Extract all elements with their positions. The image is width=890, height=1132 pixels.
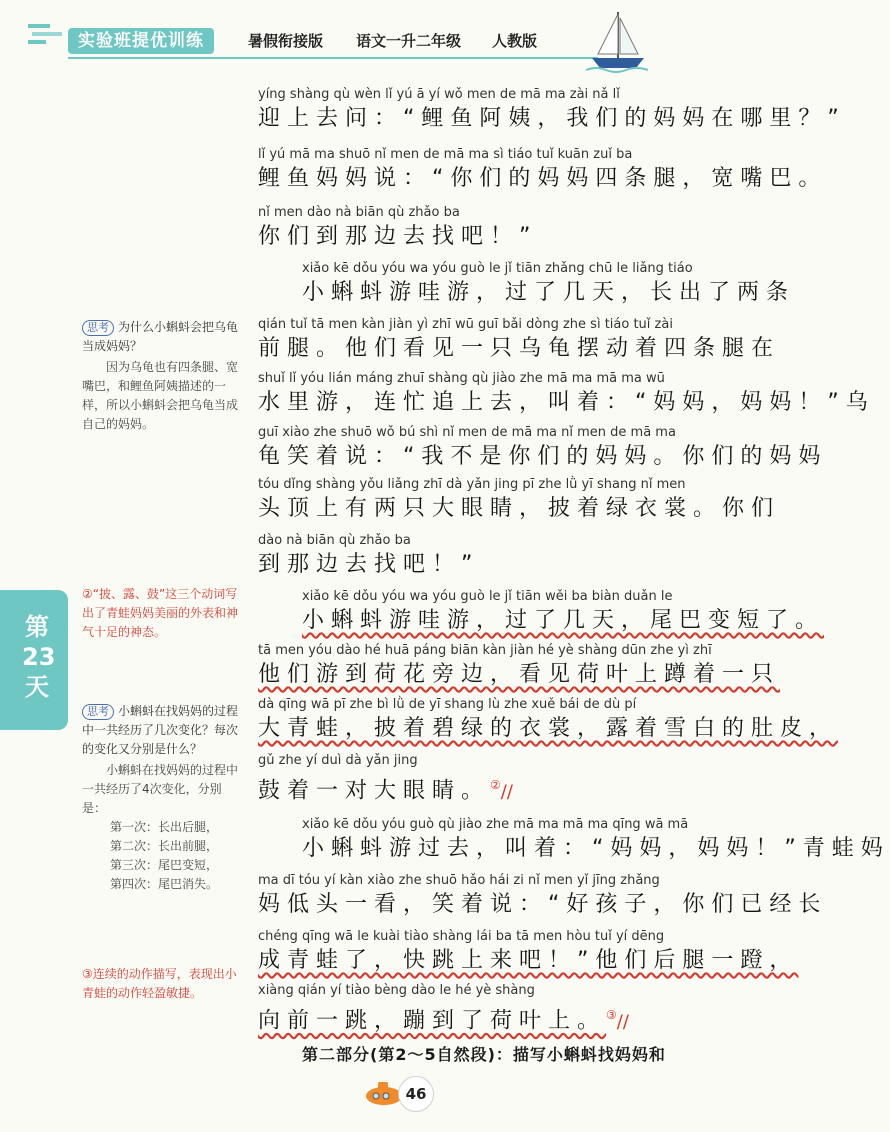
hanzi-row: 迎上去问：“鲤鱼阿姨，我们的妈妈在哪里？” — [258, 106, 846, 131]
think-tag: 思考 — [82, 704, 114, 720]
text-line-17 — [258, 982, 763, 1034]
text-line-9 — [258, 532, 763, 580]
text-line-14 — [258, 816, 890, 864]
answer-text: 因为乌龟也有四条腿、宽嘴巴，和鲤鱼阿姨描述的一样，所以小蝌蚪会把乌龟当成自己的妈妈。 — [82, 360, 239, 431]
hanzi-row: 鲤鱼妈妈说：“你们的妈妈四条腿，宽嘴巴。 — [258, 166, 828, 191]
pinyin-row: tóu dǐng shàng yǒu liǎng zhī dà yǎn jing pī zhe lǜ yī shang nǐ men — [258, 477, 686, 492]
header-divider — [68, 57, 598, 59]
text-line-15 — [258, 872, 828, 920]
text-line-3 — [258, 204, 763, 252]
pinyin-row: xiǎo kē dǒu yóu wa yóu guò le jǐ tiān zhǎng chū le liǎng tiáo — [302, 261, 693, 276]
subject-label: 语文一升二年级 — [356, 32, 462, 50]
text-line-12 — [258, 696, 839, 744]
sailboat-icon — [584, 8, 650, 74]
margin-note-2: ②“披、露、鼓”这三个动词写出了青蛙妈妈美丽的外表和神气十足的神态。 — [82, 587, 239, 639]
text-line-10 — [258, 588, 825, 636]
day-side-tab — [0, 590, 68, 730]
pinyin-row: guī xiào zhe shuō wǒ bú shì nǐ men de mā ma nǐ men de mā ma — [258, 425, 676, 440]
answer-text: 小蝌蚪在找妈妈的过程中一共经历了4次变化，分别是： — [82, 763, 239, 815]
pinyin-row: shuǐ lǐ yóu lián máng zhuī shàng qù jiào zhe mā ma mā ma wū — [258, 371, 665, 386]
paragraph-break-mark: // — [500, 781, 513, 803]
hanzi-row: 龟笑着说：“我不是你们的妈妈。你们的妈妈 — [258, 444, 828, 469]
pinyin-row: qián tuǐ tā men kàn jiàn yì zhī wū guī bǎi dòng zhe sì tiáo tuǐ zài — [258, 317, 673, 332]
pinyin-row: chéng qīng wā le kuài tiào shàng lái ba tā men hòu tuǐ yí dēng — [258, 929, 665, 944]
question-text: 为什么小蝌蚪会把乌龟当成妈妈？ — [82, 320, 239, 353]
edition-label: 暑假衔接版 — [248, 32, 324, 50]
list-item: 第一次：长出后腿， — [110, 820, 219, 834]
text-line-4 — [258, 260, 796, 308]
pinyin-row: xiǎo kē dǒu yóu guò qù jiào zhe mā ma mā ma qīng wā mā — [302, 817, 689, 832]
pinyin-row: nǐ men dào nà biān qù zhǎo ba — [258, 205, 460, 220]
question-text: 小蝌蚪在找妈妈的过程中一共经历了几次变化？每次的变化又分别是什么？ — [82, 704, 239, 756]
pinyin-row: dà qīng wā pī zhe bì lǜ de yī shang lù zhe xuě bái de dù pí — [258, 697, 637, 712]
text-line-5 — [258, 316, 781, 364]
hanzi-row: 小蝌蚪游过去，叫着：“妈妈，妈妈！”青蛙妈 — [302, 836, 890, 861]
hanzi-row: 到那边去找吧！” — [258, 552, 480, 577]
text-line-11 — [258, 642, 781, 690]
pinyin-row: xiǎo kē dǒu yóu wa yóu guò le jǐ tiān wěi ba biàn duǎn le — [302, 589, 673, 604]
text-line-13 — [258, 752, 763, 804]
series-title: 实验班提优训练 — [68, 28, 214, 54]
margin-note-3: ③连续的动作描写，表现出小青蛙的动作轻盈敏捷。 — [82, 967, 237, 1000]
page-header — [0, 0, 800, 78]
hanzi-row — [258, 770, 763, 804]
margin-note-question-2 — [82, 702, 242, 894]
text-line-16 — [258, 928, 799, 976]
hanzi-row: 妈低头一看，笑着说：“好孩子，你们已经长 — [258, 892, 828, 917]
text-line-7 — [258, 424, 828, 472]
text-line-6 — [258, 370, 875, 418]
pinyin-row: gǔ zhe yí duì dà yǎn jing — [258, 753, 418, 768]
annotation-mark-3: ③ — [606, 1008, 617, 1022]
hanzi-row: 前腿。他们看见一只乌龟摆动着四条腿在 — [258, 336, 781, 361]
hanzi-row: 头顶上有两只大眼睛，披着绿衣裳。你们 — [258, 496, 781, 521]
hanzi-row: 你们到那边去找吧！” — [258, 224, 538, 249]
pinyin-row: lǐ yú mā ma shuō nǐ men de mā ma sì tiáo tuǐ kuān zuǐ ba — [258, 147, 633, 162]
pinyin-row: tā men yóu dào hé huā páng biān kàn jiàn hé yè shàng dūn zhe yì zhī — [258, 643, 712, 658]
list-item: 第三次：尾巴变短， — [110, 858, 219, 872]
think-tag: 思考 — [82, 320, 114, 336]
hanzi-row — [258, 1000, 763, 1034]
hanzi-row: 小蝌蚪游哇游，过了几天，尾巴变短了。 — [302, 608, 825, 633]
text-line-2 — [258, 146, 828, 194]
text-line-1 — [258, 86, 846, 134]
page-number: 46 — [398, 1076, 434, 1112]
pinyin-row: dào nà biān qù zhǎo ba — [258, 533, 411, 548]
list-item: 第四次：尾巴消失。 — [110, 877, 219, 891]
hanzi-row: 小蝌蚪游哇游，过了几天，长出了两条 — [302, 280, 796, 305]
section-summary: 第二部分(第2～5自然段)：描写小蝌蚪找妈妈和 — [302, 1045, 666, 1064]
hanzi-text: 向前一跳，蹦到了荷叶上。 — [258, 1008, 607, 1034]
hanzi-row: 成青蛙了，快跳上来吧！”他们后腿一蹬， — [258, 948, 799, 973]
pinyin-row: yíng shàng qù wèn lǐ yú ā yí wǒ men de mā ma zài nǎ lǐ — [258, 87, 620, 102]
annotation-mark-2: ② — [490, 778, 501, 792]
pinyin-row: ma dī tóu yí kàn xiào zhe shuō hǎo hái zi nǐ men yǐ jīng zhǎng — [258, 873, 660, 888]
list-item: 第二次：长出前腿， — [110, 839, 219, 853]
pinyin-row: xiàng qián yí tiào bèng dào le hé yè shàng — [258, 983, 535, 998]
hanzi-row: 他们游到荷花旁边，看见荷叶上蹲着一只 — [258, 662, 781, 687]
hanzi-row: 大青蛙，披着碧绿的衣裳，露着雪白的肚皮， — [258, 716, 839, 741]
day-label: 第23天 — [22, 613, 56, 701]
hanzi-text: 鼓着一对大眼睛。 — [258, 778, 491, 804]
paragraph-break-mark: // — [616, 1011, 629, 1033]
margin-note-question-1 — [82, 318, 242, 434]
hanzi-row: 水里游，连忙追上去，叫着：“妈妈，妈妈！”乌 — [258, 390, 875, 415]
text-line-8 — [258, 476, 781, 524]
publisher-label: 人教版 — [492, 32, 538, 50]
